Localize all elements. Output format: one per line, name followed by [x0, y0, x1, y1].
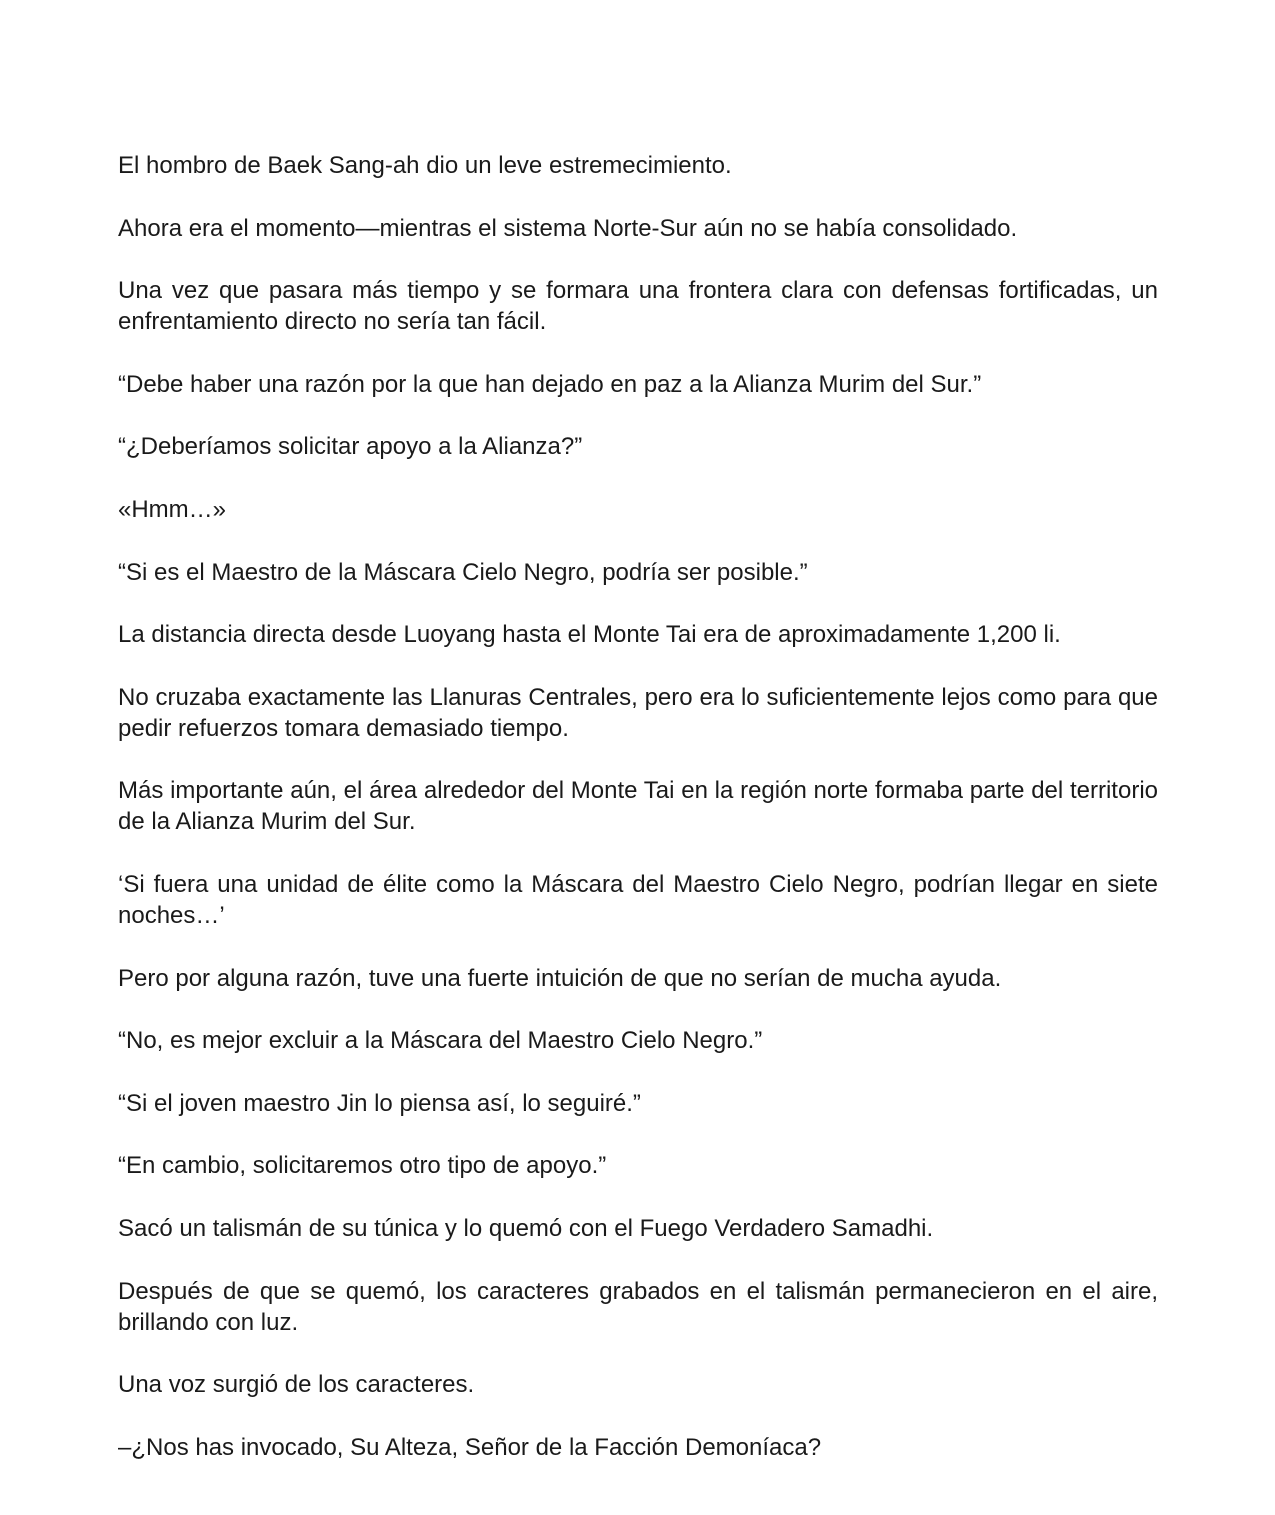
paragraph: No cruzaba exactamente las Llanuras Centrales, pero era lo suficientemente lejos como para que pedir refuerzos tomara demasiado tiempo.: [118, 683, 1158, 742]
paragraph: Pero por alguna razón, tuve una fuerte intuición de que no serían de mucha ayuda.: [118, 964, 1002, 992]
paragraph: “En cambio, solicitaremos otro tipo de apoyo.”: [118, 1152, 607, 1180]
document-body: [118, 150, 1158, 1494]
paragraph: Después de que se quemó, los caracteres grabados en el talismán permanecieron en el aire, brillando con luz.: [118, 1277, 1158, 1336]
paragraph: Sacó un talismán de su túnica y lo quemó con el Fuego Verdadero Samadhi.: [118, 1214, 934, 1242]
paragraph: Una vez que pasara más tiempo y se formara una frontera clara con defensas fortificadas, un enfrentamiento directo no sería tan fácil.: [118, 277, 1158, 336]
paragraph: Más importante aún, el área alrededor del Monte Tai en la región norte formaba parte del territorio de la Alianza Murim del Sur.: [118, 777, 1158, 836]
paragraph: “Si es el Maestro de la Máscara Cielo Negro, podría ser posible.”: [118, 558, 808, 586]
paragraph: “No, es mejor excluir a la Máscara del Maestro Cielo Negro.”: [118, 1027, 763, 1055]
paragraph: “Si el joven maestro Jin lo piensa así, lo seguiré.”: [118, 1089, 641, 1117]
paragraph: Ahora era el momento—mientras el sistema Norte-Sur aún no se había consolidado.: [118, 214, 1018, 242]
paragraph: “¿Deberíamos solicitar apoyo a la Alianza?”: [118, 433, 583, 461]
paragraph: ‘Si fuera una unidad de élite como la Máscara del Maestro Cielo Negro, podrían llegar en siete noches…’: [118, 870, 1158, 929]
paragraph: “Debe haber una razón por la que han dejado en paz a la Alianza Murim del Sur.”: [118, 370, 982, 398]
paragraph: Una voz surgió de los caracteres.: [118, 1371, 475, 1399]
paragraph: «Hmm…»: [118, 495, 227, 523]
paragraph: –¿Nos has invocado, Su Alteza, Señor de la Facción Demoníaca?: [118, 1433, 822, 1461]
paragraph: La distancia directa desde Luoyang hasta el Monte Tai era de aproximadamente 1,200 li.: [118, 621, 1061, 649]
paragraph: El hombro de Baek Sang-ah dio un leve estremecimiento.: [118, 152, 732, 179]
